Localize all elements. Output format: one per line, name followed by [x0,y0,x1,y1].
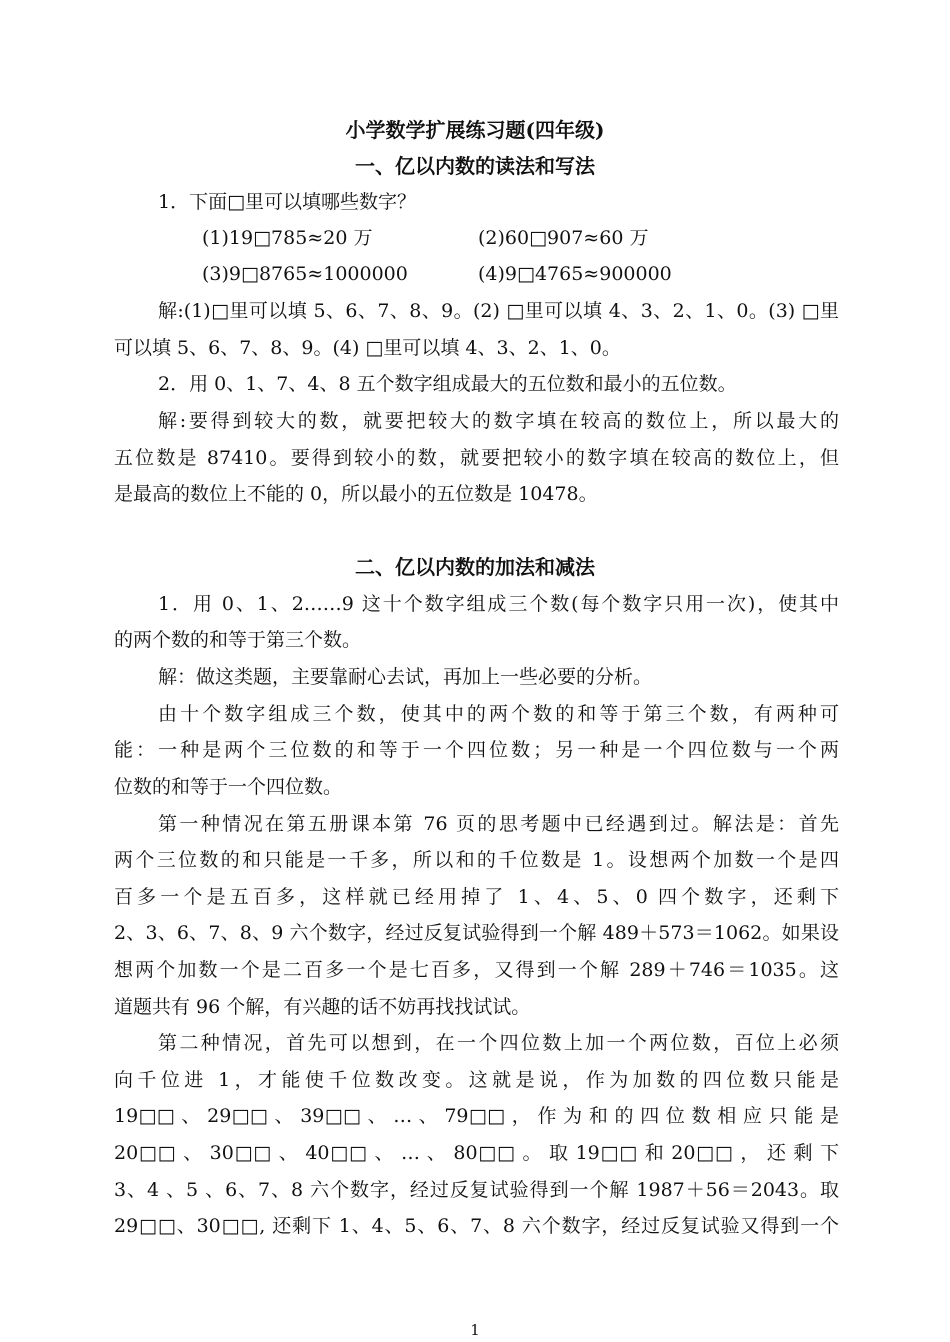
paragraph-line: 道题共有 96 个解，有兴趣的话不妨再找找试试。 [114,996,531,1018]
section-2-heading: 二、亿以内数的加法和减法 [355,555,595,579]
paragraph-line: 由十个数字组成三个数，使其中的两个数的和等于第三个数，有两种可 [158,703,839,725]
paragraph-line: 第一种情况在第五册课本第 76 页的思考题中已经遇到过。解法是：首先 [158,813,839,835]
section-2-question-line: 的两个数的和等于第三个数。 [114,629,362,651]
option-1: (1)19□785≈20 万 [202,227,373,249]
section-1-question-2: 2．用 0、1、7、4、8 五个数字组成最大的五位数和最小的五位数。 [158,373,737,395]
page-number: 1 [470,1321,480,1339]
option-3: (3)9□8765≈1000000 [202,263,408,285]
option-2: (2)60□907≈60 万 [478,227,649,249]
answer-2-line: 是最高的数位上不能的 0，所以最小的五位数是 10478。 [114,483,598,505]
paragraph-line: 能：一种是两个三位数的和等于一个四位数；另一种是一个四位数与一个两 [114,739,839,761]
paragraph-line: 2、3、6、7、8、9 六个数字，经过反复试验得到一个解 489＋573＝1062。如果设 [114,922,839,944]
section-2-answer-intro: 解：做这类题，主要靠耐心去试，再加上一些必要的分析。 [158,666,653,688]
answer-1-line: 可以填 5、6、7、8、9。(4) □里可以填 4、3、2、1、0。 [114,337,621,359]
paragraph-line: 29□□、30□□, 还剩下 1、4、5、6、7、8 六个数字，经过反复试验又得到一个 [114,1215,839,1237]
answer-2-line: 五位数是 87410。要得到较小的数，就要把较小的数字填在较高的数位上，但 [114,447,839,469]
section-1-heading: 一、亿以内数的读法和写法 [355,154,595,178]
section-2-question-line: 1．用 0、1、2……9 这十个数字组成三个数(每个数字只用一次)，使其中 [158,593,839,615]
paragraph-line: 19□□ 、 29□□ 、 39□□ 、 … 、 79□□ ， 作 为 和 的 四 位 数 相 应 只 能 是 [114,1105,839,1127]
paragraph-line: 百多一个是五百多，这样就已经用掉了 1、4、5、0 四个数字，还剩下 [114,886,839,908]
section-1-question-1: 1．下面□里可以填哪些数字？ [158,191,417,213]
document-title: 小学数学扩展练习题(四年级) [345,118,605,142]
paragraph-line: 第二种情况，首先可以想到，在一个四位数上加一个两位数，百位上必须 [158,1032,839,1054]
answer-1-line: 解:(1)□里可以填 5、6、7、8、9。(2) □里可以填 4、3、2、1、0。(3) □里 [158,300,839,322]
paragraph-line: 想两个加数一个是二百多一个是七百多，又得到一个解 289＋746＝1035。这 [114,959,839,981]
answer-2-line: 解:要得到较大的数，就要把较大的数字填在较高的数位上，所以最大的 [158,410,839,432]
paragraph-line: 3、4 、5 、6、7、8 六个数字，经过反复试验得到一个解 1987＋56＝2043。取 [114,1179,839,1201]
paragraph-line: 向千位进 1，才能使千位数改变。这就是说，作为加数的四位数只能是 [114,1069,839,1091]
paragraph-line: 两个三位数的和只能是一千多，所以和的千位数是 1。设想两个加数一个是四 [114,849,839,871]
paragraph-line: 20□□ 、 30□□ 、 40□□ 、 … 、 80□□ 。 取 19□□ 和 20□□ ， 还 剩 下 [114,1142,839,1164]
paragraph-line: 位数的和等于一个四位数。 [114,776,343,798]
option-4: (4)9□4765≈900000 [478,263,672,285]
